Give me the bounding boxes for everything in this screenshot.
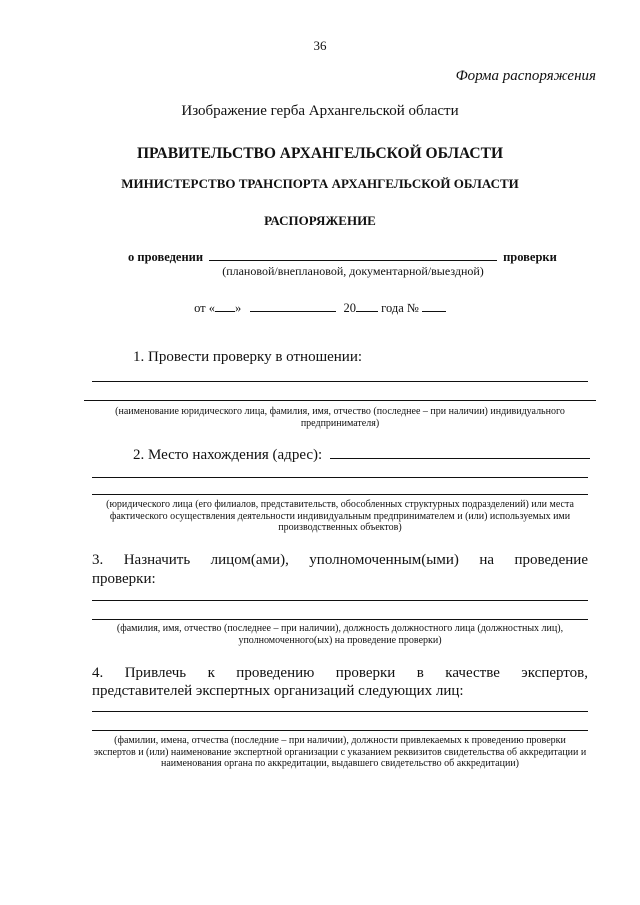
item-4-line-1-field[interactable] [92, 711, 588, 712]
item-3-line-1: 3. Назначить лицом(ами), уполномоченным(ыми) на проведение [92, 552, 588, 568]
day-field[interactable] [215, 300, 235, 312]
conduct-line [128, 248, 560, 265]
inspection-type-field[interactable] [209, 248, 497, 261]
ministry-title: МИНИСТЕРСТВО ТРАНСПОРТА АРХАНГЕЛЬСКОЙ ОБЛАСТИ [121, 176, 519, 191]
item-4-line-2: представителей экспертных организаций следующих лиц: [92, 683, 464, 699]
date-from-label: от « [194, 301, 215, 315]
item-1-text: 1. Провести проверку в отношении: [133, 349, 363, 365]
item-4-line-2-field[interactable] [92, 730, 588, 731]
item-4-text [92, 664, 588, 683]
item-4-line-1: 4. Привлечь к проведению проверки в качестве экспертов, [92, 665, 588, 681]
year-prefix: 20 [343, 301, 356, 315]
address-field[interactable] [330, 445, 590, 459]
document-type: РАСПОРЯЖЕНИЕ [264, 213, 376, 228]
date-line [0, 300, 640, 316]
conduct-suffix: проверки [503, 250, 557, 264]
item-3-hint: (фамилия, имя, отчество (последнее – при наличии), должность должностного лица (должностных лиц), уполномоченного(ых) на проведение проверки) [116, 623, 564, 646]
item-2-text [133, 445, 590, 464]
year-field[interactable] [356, 300, 378, 312]
government-title: ПРАВИТЕЛЬСТВО АРХАНГЕЛЬСКОЙ ОБЛАСТИ [136, 145, 503, 162]
item-2-line-2[interactable] [92, 494, 588, 495]
form-name: Форма распоряжения [455, 68, 596, 84]
item-3-line-1-field[interactable] [92, 600, 588, 601]
date-close-quote: » [235, 301, 242, 315]
item-3-line-2: проверки: [92, 571, 156, 587]
year-suffix: года № [381, 301, 419, 315]
month-field[interactable] [250, 300, 336, 312]
item-2-label: 2. Место нахождения (адрес): [133, 447, 323, 463]
item-3-line-2-field[interactable] [92, 619, 588, 620]
conduct-hint: (плановой/внеплановой, документарной/выездной) [222, 264, 484, 278]
item-4-hint: (фамилии, имена, отчества (последние – при наличии), должности привлекаемых к проведению проверки экспертов и (или) наименование экспертной организации с указанием реквизитов свидетельства об аккредитации и наименования органа по аккредитации, выдавшего свидетельство об аккредитации) [93, 735, 587, 769]
page-number: 36 [313, 38, 327, 53]
item-1-line-2[interactable] [84, 400, 596, 401]
emblem-placeholder: Изображение герба Архангельской области [181, 103, 459, 119]
item-3-text [92, 551, 588, 570]
item-2-hint: (юридического лица (его филиалов, представительств, обособленных структурных подразделений) или места фактического осуществления деятельности индивидуальным предпринимателем и (или) используемых ими производственных объектов) [106, 499, 574, 533]
item-2-line-1[interactable] [92, 477, 588, 478]
conduct-prefix: о проведении [128, 250, 204, 264]
item-1-line-1[interactable] [92, 381, 588, 382]
order-number-field[interactable] [422, 300, 446, 312]
item-1-hint: (наименование юридического лица, фамилия, имя, отчество (последнее – при наличии) индивидуального предпринимателя) [115, 406, 565, 429]
